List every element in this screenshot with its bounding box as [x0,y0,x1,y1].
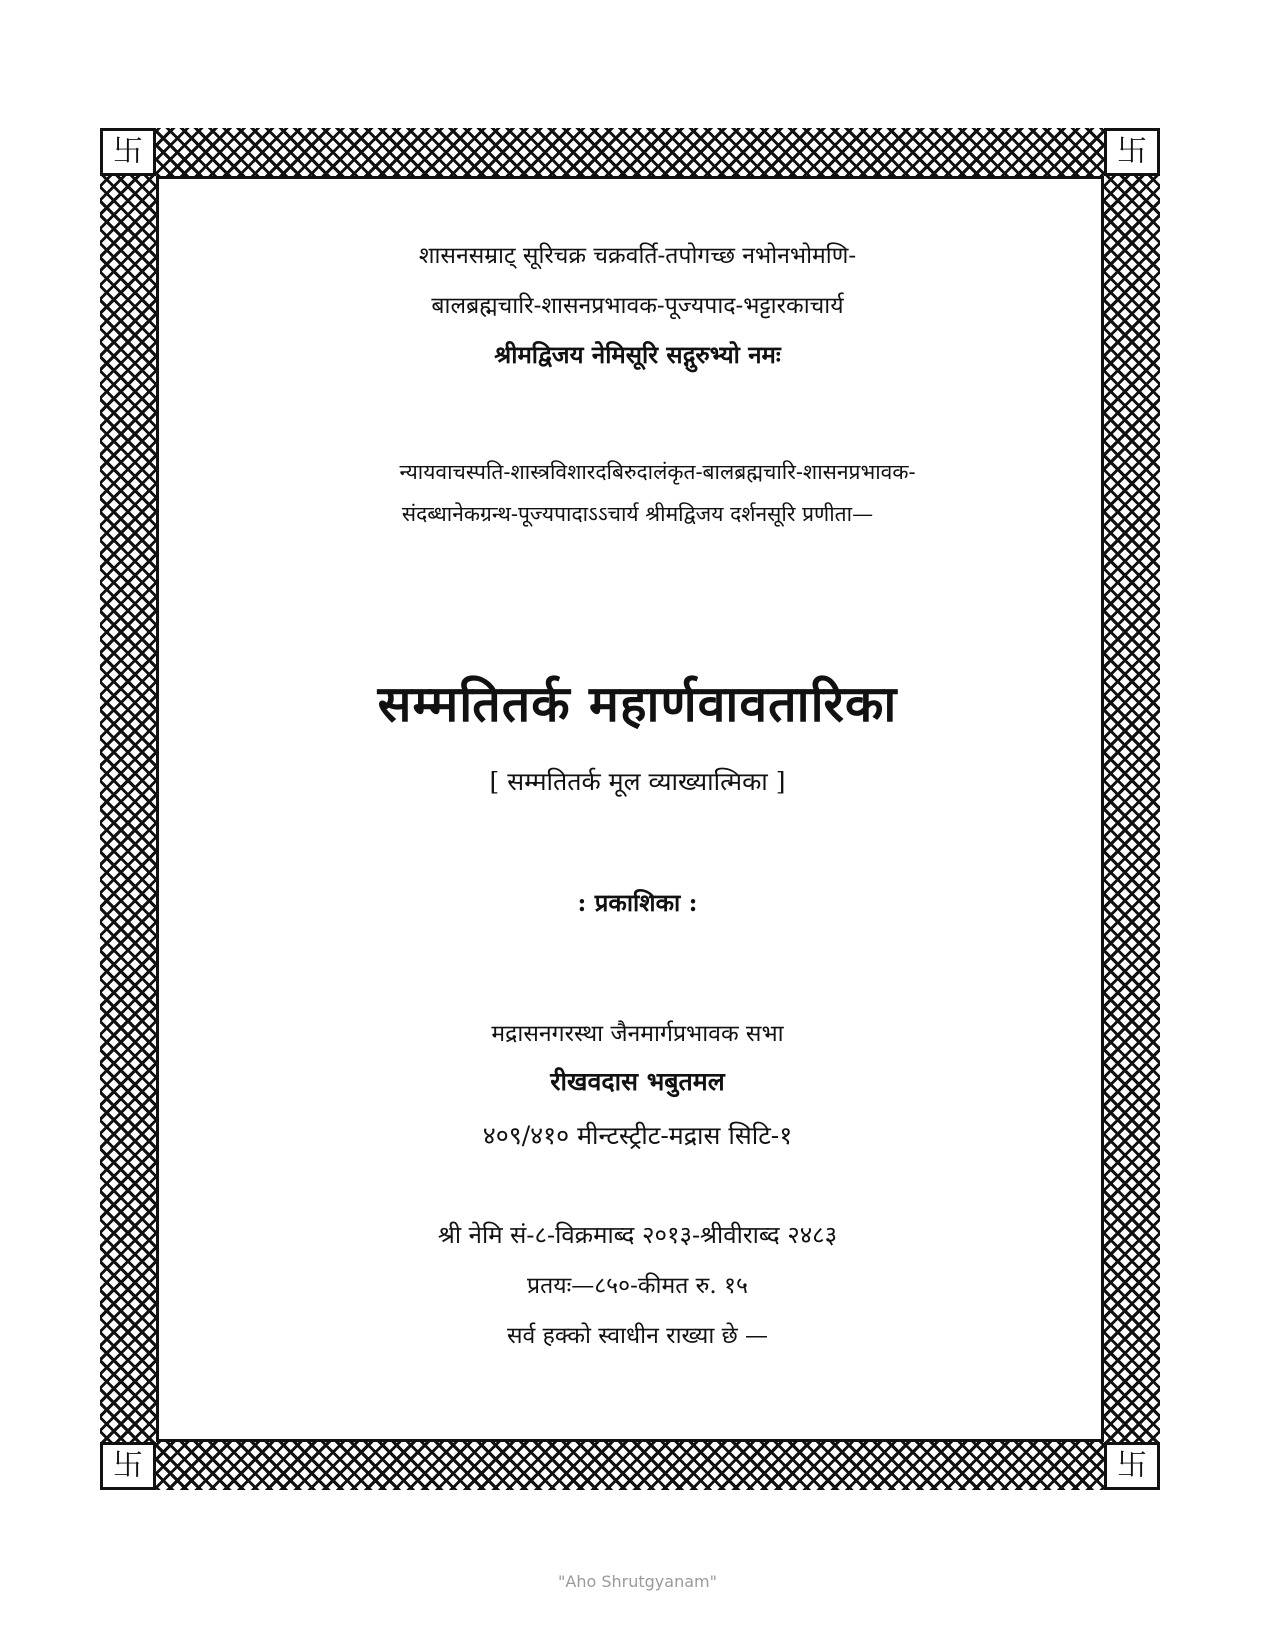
invocation-line-1: शासनसम्राट् सूरिचक्र चक्रवर्ति-तपोगच्छ नभोनभोमणि- [418,243,857,269]
publisher-label: : प्रकाशिका : [577,888,698,917]
book-subtitle: [ सम्मतितर्क मूल व्याख्यात्मिका ] [489,767,786,796]
publisher-line-1: मद्रासनगरस्था जैनमार्गप्रभावक सभा [491,1021,784,1047]
swastika-icon: 卐 [100,1442,156,1490]
publisher-line-2: रीखवदास भबुतमल [550,1067,725,1096]
invocation-line-2: बालब्रह्मचारि-शासनप्रभावक-पूज्यपाद-भट्टारकाचार्य [431,293,844,319]
copies-price-line: प्रतयः—८५०-कीमत रु. १५ [527,1273,748,1299]
author-line-2: संदब्धानेकग्रन्थ-पूज्यपादाऽऽचार्य श्रीमद्विजय दर्शनसूरि प्रणीता— [401,502,874,526]
swastika-icon: 卐 [1104,128,1160,176]
edition-date-line: श्री नेमि सं-८-विक्रमाब्द २०१३-श्रीवीराब्द २४८३ [437,1221,838,1249]
book-title: सम्मतितर्क महार्णवावतारिका [377,674,898,733]
watermark: "Aho Shrutgyanam" [558,1572,717,1591]
swastika-icon: 卐 [100,128,156,176]
publisher-address: ४०९/४१० मीन्टस्ट्रीट-मद्रास सिटि-१ [482,1121,793,1150]
border-top-band [100,128,1160,176]
border-bottom-band [100,1442,1160,1490]
author-line-1: न्यायवाचस्पति-शास्त्रविशारदबिरुदालंकृत-बालब्रह्मचारि-शासनप्रभावक- [399,460,916,484]
swastika-icon: 卐 [1104,1442,1160,1490]
rights-line: सर्व हक्को स्वाधीन राख्या छे — [506,1323,769,1349]
invocation-line-3: श्रीमद्विजय नेमिसूरि सद्गुरुभ्यो नमः [494,340,781,369]
